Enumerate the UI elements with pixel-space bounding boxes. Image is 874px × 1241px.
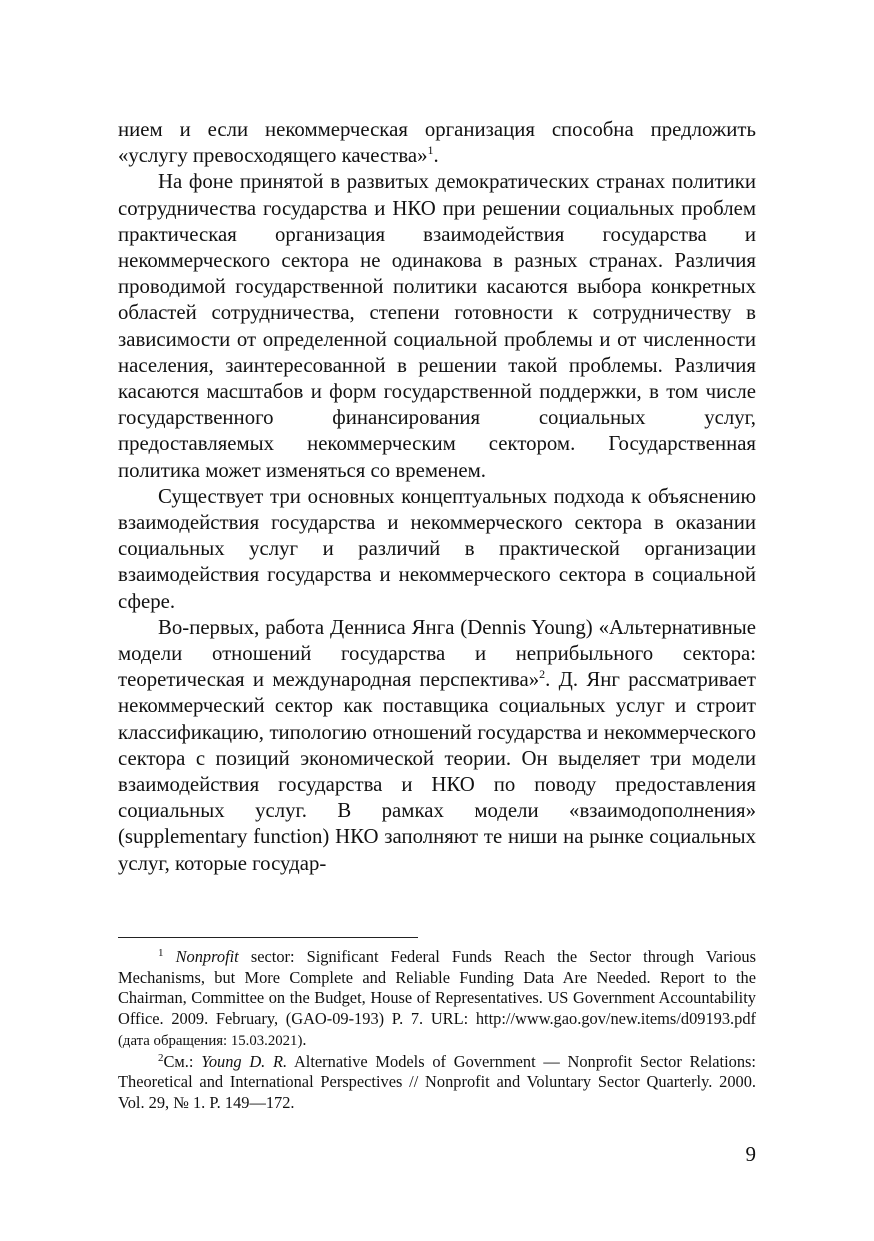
footnote-separator [118,937,418,938]
paragraph-4-text-after: . Д. Янг рассматривает некоммерческий сектор как поставщика социальных услуг и строит классификацию, типологию отношений государства и некоммерческого сектора с позиций экономической теории. Он выделяет три модели взаимодействия государства и НКО по поводу предоставления социальных услуг. В рамках модели «взаимодополнения» (supplementary function) НКО заполняют те ниши на рынке социальных услуг, которые государ- [118,668,756,875]
footnote-2-author: Young D. R. [201,1051,288,1071]
footnote-2 [118,1052,756,1114]
footnote-2-prefix: См.: [163,1051,202,1071]
footnotes [118,947,756,1114]
footnote-1-italic: Nonprofit [175,947,239,966]
page-number: 9 [745,1142,756,1166]
footnote-2-number: 2 [158,1051,164,1064]
paragraph-1-text: нием и если некоммерческая организация способна предложить «услугу превосходящего качества» [118,118,756,168]
footnote-ref-2: 2 [539,667,546,682]
paragraph-4-text-before: Во-первых, работа Денниса Янга (Dennis Young) «Альтернативные модели отношений государства и неприбыльного сектора: теоретическая и международная перспектива» [118,615,756,692]
footnote-1-text: sector: Significant Federal Funds Reach the Sector through Various Mechanisms, but More Complete and Reliable Funding Data Are Needed. Report to the Chairman, Committee on the Budget, House of Representatives. US Government Accountability Office. 2009. February, (GAO-09-193) P. 7. URL: http://www.gao.gov/new.items/d09193.pdf [118,947,756,1029]
footnote-1-access-date: (дата обращения: 15.03.2021) [118,1032,303,1049]
paragraph-2: На фоне принятой в развитых демократических странах политики сотрудничества государства и НКО при решении социальных проблем практическая организация взаимодействия государства и некоммерческого сектора не одинакова в разных странах. Различия проводимой государственной политики касаются выбора конкретных областей сотрудничества, степени готовности к сотрудничеству в зависимости от определенной социальной проблемы и от численности населения, заинтересованной в решении такой проблемы. Различия касаются масштабов и форм государственной поддержки, в том числе государственного финансирования социальных услуг, предоставляемых некоммерческим сектором. Государственная политика может изменяться со временем. [118,170,756,482]
paragraph-1 [118,117,756,169]
paragraph-4 [118,615,756,877]
footnote-ref-1: 1 [427,143,434,158]
footnote-1-tail: . [302,1029,307,1049]
footnote-1 [118,947,756,1052]
paragraph-1-tail: . [433,144,439,168]
footnote-2-text: Alternative Models of Government — Nonprofit Sector Relations: Theoretical and International Perspectives // Nonprofit and Voluntary Sector Quarterly. 2000. Vol. 29, № 1. P. 149—172. [118,1051,756,1112]
paragraph-3: Существует три основных концептуальных подхода к объяснению взаимодействия государства и некоммерческого сектора в оказании социальных услуг и различий в практической организации взаимодействия государства и некоммерческого сектора в социальной сфере. [118,484,756,613]
footnote-1-number: 1 [158,947,164,959]
main-text [118,117,756,877]
